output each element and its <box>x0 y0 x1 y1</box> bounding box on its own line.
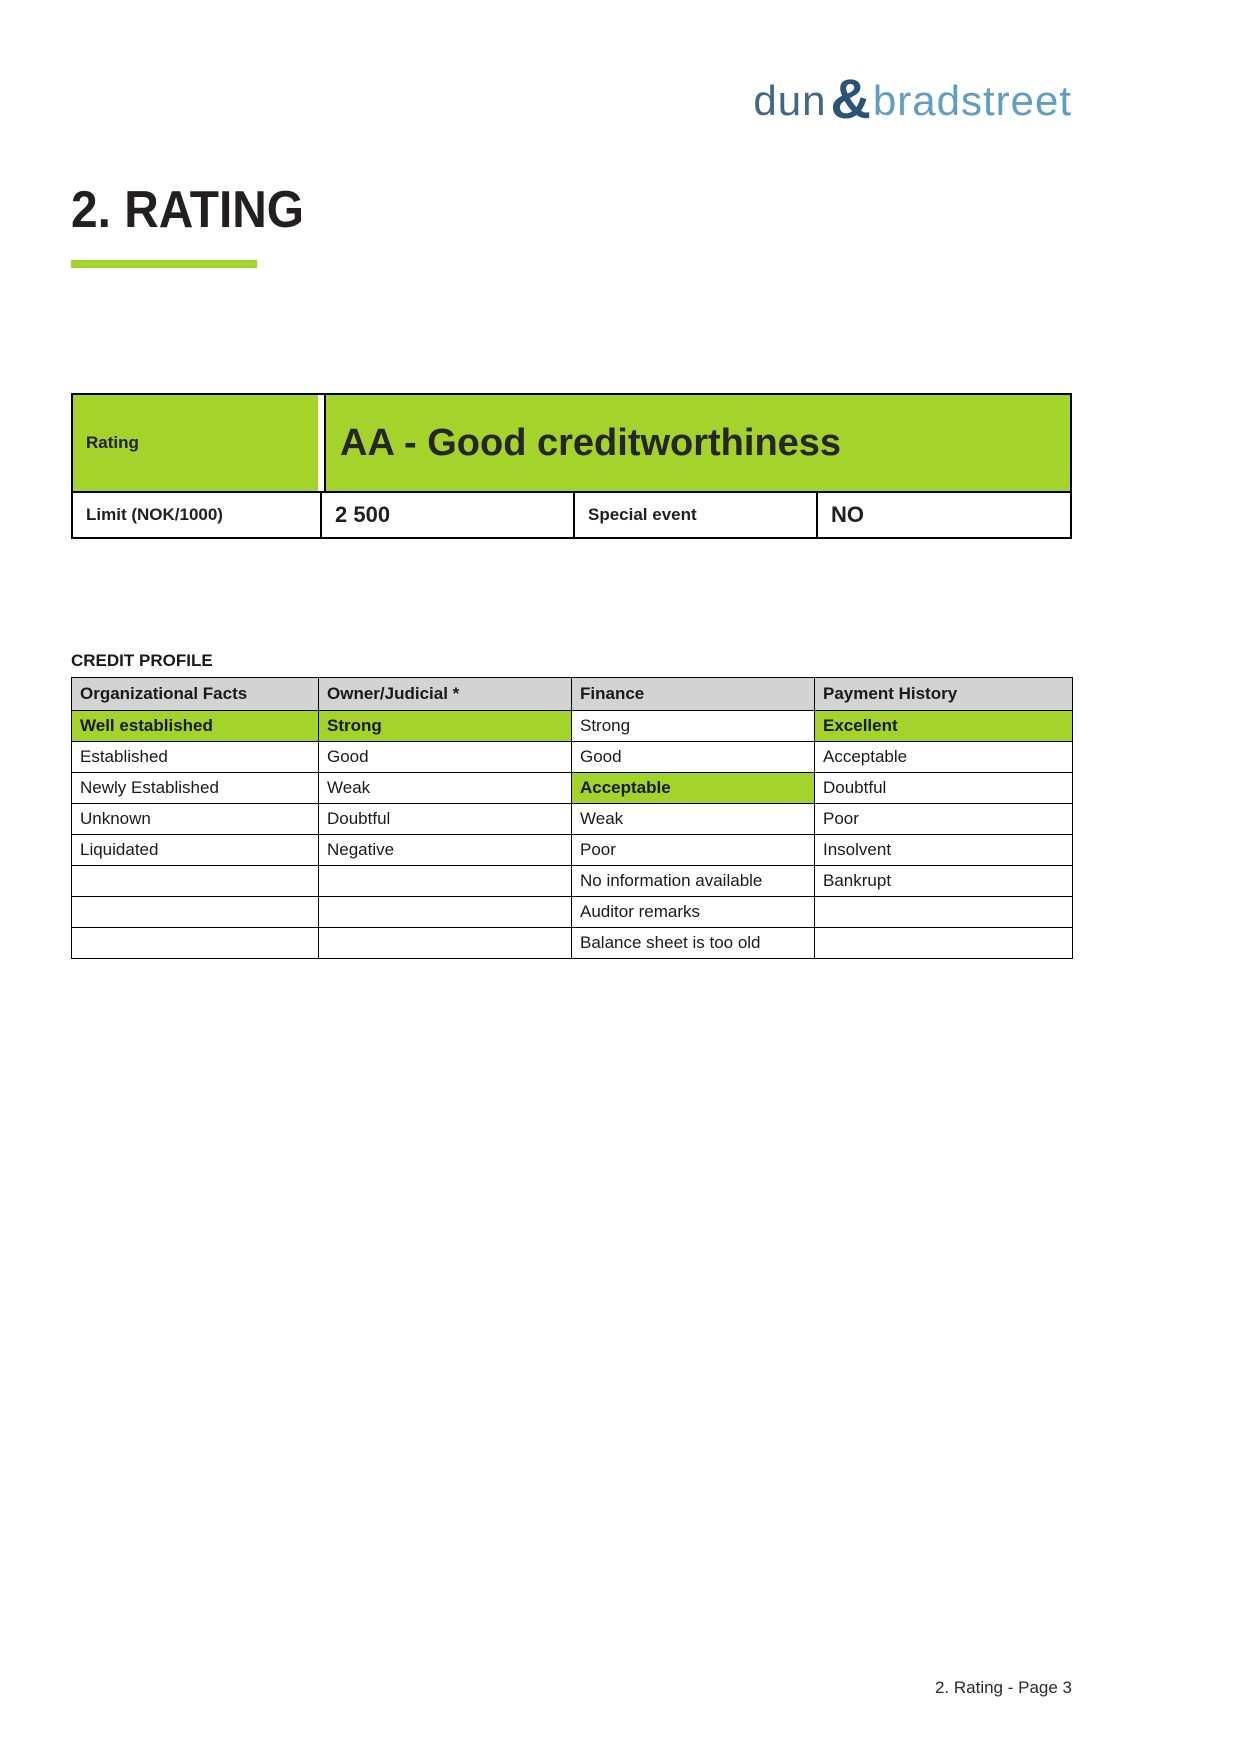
table-cell: Insolvent <box>815 835 1073 866</box>
table-row <box>72 804 1073 835</box>
table-row <box>72 711 1073 742</box>
table-cell: Unknown <box>72 804 319 835</box>
column-header-owner-judicial: Owner/Judicial * <box>319 678 572 711</box>
table-cell: No information available <box>572 866 815 897</box>
page-title: 2. RATING <box>71 181 305 239</box>
table-cell <box>815 928 1073 959</box>
credit-profile-title: CREDIT PROFILE <box>71 651 213 670</box>
special-event-label: Special event <box>573 493 816 537</box>
table-cell <box>319 866 572 897</box>
table-cell: Liquidated <box>72 835 319 866</box>
dnb-logo <box>753 67 1072 130</box>
column-header-finance: Finance <box>572 678 815 711</box>
table-row <box>72 742 1073 773</box>
table-cell: Established <box>72 742 319 773</box>
table-cell: Excellent <box>815 711 1073 742</box>
special-event-value: NO <box>816 493 1070 537</box>
table-cell: Newly Established <box>72 773 319 804</box>
table-cell: Good <box>319 742 572 773</box>
limit-label: Limit (NOK/1000) <box>86 505 223 524</box>
logo-text-bradstreet: bradstreet <box>872 77 1072 124</box>
ampersand-icon: & <box>830 67 871 130</box>
header-row <box>72 678 1073 711</box>
rating-value: AA - Good creditworthiness <box>326 395 1070 491</box>
table-row <box>72 773 1073 804</box>
table-cell <box>72 897 319 928</box>
table-cell: Well established <box>72 711 319 742</box>
table-row <box>72 928 1073 959</box>
table-cell: Balance sheet is too old <box>572 928 815 959</box>
table-cell: Auditor remarks <box>572 897 815 928</box>
table-cell <box>72 866 319 897</box>
table-cell: Weak <box>319 773 572 804</box>
table-row <box>72 866 1073 897</box>
table-cell: Strong <box>572 711 815 742</box>
table-cell: Poor <box>572 835 815 866</box>
table-row <box>72 897 1073 928</box>
table-cell: Acceptable <box>815 742 1073 773</box>
table-cell: Acceptable <box>572 773 815 804</box>
table-cell: Weak <box>572 804 815 835</box>
table-cell: Negative <box>319 835 572 866</box>
table-cell: Bankrupt <box>815 866 1073 897</box>
rating-table <box>71 393 1072 539</box>
credit-profile-table <box>71 677 1072 959</box>
column-header-payment-history: Payment History <box>815 678 1073 711</box>
table-cell: Good <box>572 742 815 773</box>
table-cell: Doubtful <box>319 804 572 835</box>
table-row <box>72 835 1073 866</box>
rating-label: Rating <box>73 395 318 491</box>
table-cell <box>815 897 1073 928</box>
column-header-organizational-facts: Organizational Facts <box>72 678 319 711</box>
table-cell: Doubtful <box>815 773 1073 804</box>
table-cell: Poor <box>815 804 1073 835</box>
table-cell <box>319 928 572 959</box>
table-cell <box>319 897 572 928</box>
rating-row <box>71 393 1072 493</box>
logo-text-dun: dun <box>753 77 827 124</box>
page-indicator: 2. Rating - Page 3 <box>934 1678 1072 1697</box>
table-cell: Strong <box>319 711 572 742</box>
title-underline <box>71 260 257 268</box>
limit-row <box>71 493 1072 539</box>
limit-value: 2 500 <box>320 493 573 537</box>
table-cell <box>72 928 319 959</box>
